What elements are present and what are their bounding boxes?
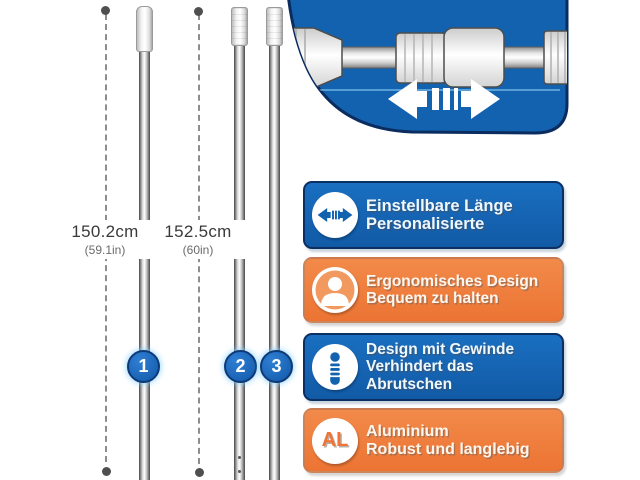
measurement-inch-2: (60in): [182, 243, 214, 257]
pole-badge-2: [224, 350, 257, 383]
feature-box-ergonomic-design: [303, 257, 564, 323]
pole-2-hole-lower: [238, 470, 241, 473]
joint-middle-ribbed-collar: [396, 33, 446, 83]
adjustable-length-icon: [312, 192, 358, 238]
feature-2-line-2: Bequem zu halten: [366, 290, 499, 307]
measurement-label-1: [58, 220, 152, 259]
measurement-cm-1: 150.2cm: [71, 222, 139, 241]
feature-2-line-1: Ergonomisches Design: [366, 272, 539, 290]
joint-tube-left: [338, 47, 402, 68]
feature-3-line-3: Abrutschen: [366, 375, 453, 393]
pole-badge-3: [260, 350, 293, 383]
pole-badge-2-number: 2: [235, 356, 246, 376]
feature-3-line-2: Verhindert das: [366, 358, 474, 376]
pole-2: [234, 42, 245, 480]
joint-middle-barrel: [444, 28, 504, 87]
pole-3: [269, 42, 280, 480]
feature-box-threaded-design: [303, 333, 564, 401]
aluminium-al-icon: [312, 418, 358, 464]
telescopic-joint-banner: [280, 0, 640, 150]
threaded-bolt-icon: [312, 344, 358, 390]
measure-guide-dot-top-1: [101, 6, 110, 15]
pole-2-hole-upper: [238, 456, 241, 459]
pole-1: [139, 48, 150, 480]
feature-box-adjustable-length: [303, 181, 564, 249]
pole-1-grip-cap: [136, 6, 153, 52]
person-icon: [312, 267, 358, 313]
aluminium-al-text: AL: [321, 429, 349, 451]
measure-guide-dot-top-2: [194, 7, 203, 16]
pole-badge-3-number: 3: [271, 356, 282, 376]
measurement-cm-2: 152.5cm: [164, 222, 232, 241]
feature-4-line-2: Robust und langlebig: [366, 440, 530, 458]
measure-guide-dot-bottom-1: [102, 467, 111, 476]
feature-1-line-1: Einstellbare Länge: [366, 196, 513, 215]
measurement-inch-1: (59.1in): [84, 243, 126, 257]
feature-4-line-1: Aluminium: [366, 422, 449, 440]
feature-1-line-2: Personalisierte: [366, 215, 485, 233]
feature-3-line-1: Design mit Gewinde: [366, 340, 515, 358]
measurement-label-2: [151, 220, 245, 259]
feature-box-aluminium: [303, 408, 564, 473]
pole-badge-1-number: 1: [138, 356, 149, 376]
joint-right-connector: [544, 31, 574, 84]
measure-guide-dot-bottom-2: [195, 468, 204, 477]
pole-2-connector-cap: [231, 7, 248, 46]
pole-badge-1: [127, 350, 160, 383]
